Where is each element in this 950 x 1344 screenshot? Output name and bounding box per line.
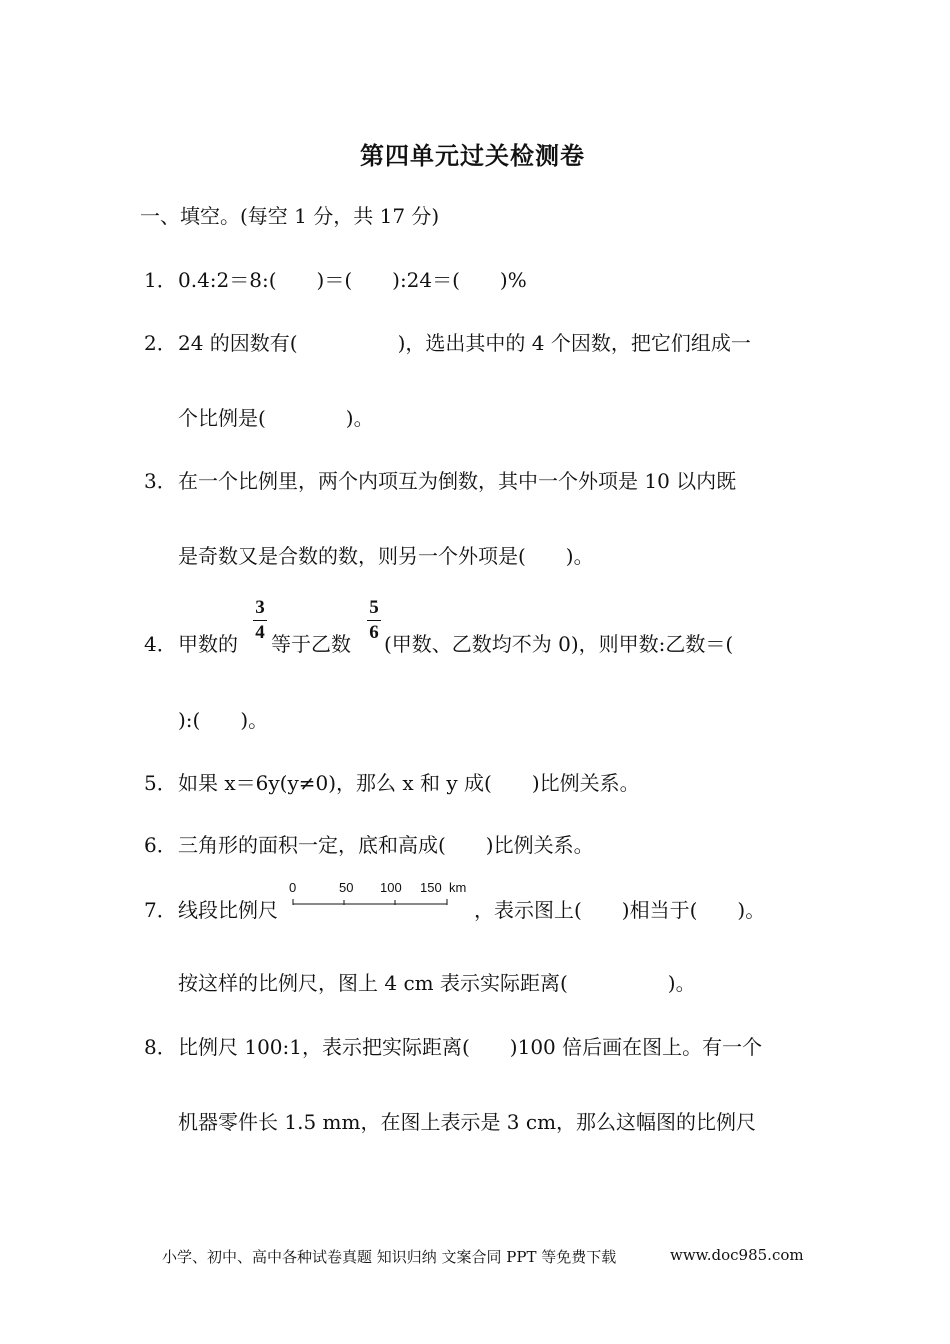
scale-line bbox=[284, 878, 484, 908]
question-2-continued: 个比例是( )。 bbox=[178, 406, 374, 430]
question-3 bbox=[144, 469, 736, 493]
question-number: 1． bbox=[144, 268, 177, 292]
footer-url[interactable]: www.doc985.com bbox=[670, 1246, 804, 1264]
question-text: 三角形的面积一定，底和高成( )比例关系。 bbox=[178, 833, 594, 857]
question-7-number: 7． bbox=[144, 898, 177, 922]
fraction-denominator: 4 bbox=[255, 622, 265, 643]
fraction-numerator: 3 bbox=[255, 597, 265, 618]
question-text-line1: 比例尺 100:1，表示把实际距离( )100 倍后画在图上。有一个 bbox=[178, 1035, 763, 1059]
question-number: 3． bbox=[144, 469, 177, 493]
question-4-part3: (甲数、乙数均不为 0)，则甲数:乙数＝( bbox=[384, 632, 734, 656]
scale-unit: km bbox=[449, 880, 467, 895]
question-text-line1: 24 的因数有( )，选出其中的 4 个因数，把它们组成一 bbox=[178, 331, 751, 355]
scale-label-150: 150 bbox=[420, 880, 442, 895]
question-8 bbox=[144, 1035, 762, 1059]
question-7-suffix: ，表示图上( )相当于( )。 bbox=[474, 898, 766, 922]
fraction-denominator: 6 bbox=[369, 622, 379, 643]
question-4-number: 4． bbox=[144, 632, 177, 656]
scale-label-0: 0 bbox=[289, 880, 297, 895]
question-7-prefix: 线段比例尺 bbox=[178, 898, 278, 922]
scale-bar bbox=[284, 878, 484, 908]
question-4-part1: 甲数的 bbox=[178, 632, 238, 656]
scale-label-50: 50 bbox=[339, 880, 354, 895]
section-heading: 一、填空。(每空 1 分，共 17 分) bbox=[140, 204, 440, 228]
fraction-numerator: 5 bbox=[369, 597, 379, 618]
fraction-three-quarters bbox=[251, 598, 269, 643]
question-1 bbox=[144, 268, 527, 292]
fraction-five-sixths bbox=[365, 598, 383, 643]
question-text: 0.4:2＝8:( )＝( ):24＝( )% bbox=[178, 268, 527, 292]
question-2 bbox=[144, 331, 751, 355]
fraction-bar bbox=[367, 620, 381, 621]
question-8-continued: 机器零件长 1.5 mm，在图上表示是 3 cm，那么这幅图的比例尺 bbox=[178, 1110, 757, 1134]
question-3-continued: 是奇数又是合数的数，则另一个外项是( )。 bbox=[178, 544, 594, 568]
question-number: 6． bbox=[144, 833, 177, 857]
page-title: 第四单元过关检测卷 bbox=[360, 142, 585, 170]
question-text-line1: 在一个比例里，两个内项互为倒数，其中一个外项是 10 以内既 bbox=[178, 469, 737, 493]
question-7-continued: 按这样的比例尺，图上 4 cm 表示实际距离( )。 bbox=[178, 971, 696, 995]
question-text: 如果 x＝6y(y≠0)，那么 x 和 y 成( )比例关系。 bbox=[178, 771, 640, 795]
question-number: 8． bbox=[144, 1035, 177, 1059]
question-6 bbox=[144, 833, 594, 857]
question-5 bbox=[144, 771, 640, 795]
footer-text: 小学、初中、高中各种试卷真题 知识归纳 文案合同 PPT 等免费下载 bbox=[162, 1248, 617, 1266]
question-number: 5． bbox=[144, 771, 177, 795]
scale-label-100: 100 bbox=[380, 880, 402, 895]
question-4-continued: ):( )。 bbox=[178, 708, 269, 732]
question-4-part2: 等于乙数 bbox=[271, 632, 351, 656]
question-number: 2． bbox=[144, 331, 177, 355]
fraction-bar bbox=[253, 620, 267, 621]
